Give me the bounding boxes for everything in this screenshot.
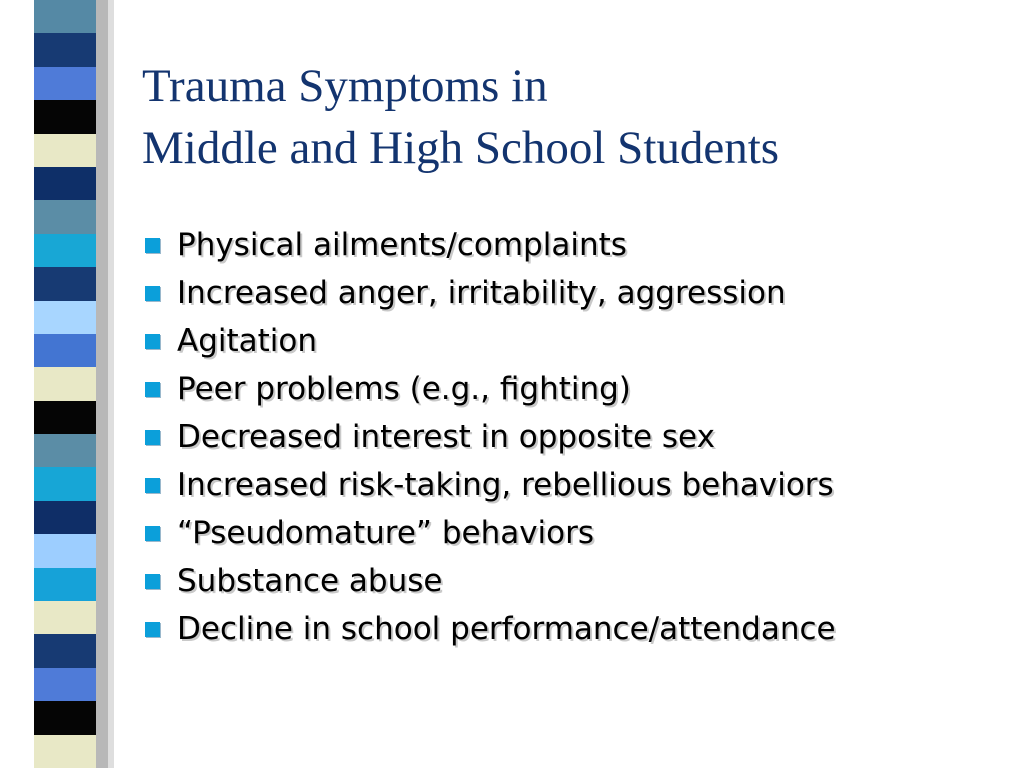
square-bullet-icon (145, 574, 160, 589)
symptom-bullet-list (143, 221, 993, 653)
bullet-text: Physical ailments/complaints (177, 227, 627, 263)
slide-title-line: Trauma Symptoms in (142, 60, 548, 112)
bullet-item (143, 461, 993, 509)
bullet-text: Increased risk-taking, rebellious behaviors (177, 467, 834, 503)
decorative-stripe (34, 200, 96, 233)
bullet-text: Decreased interest in opposite sex (177, 419, 715, 455)
decorative-stripe (34, 668, 96, 701)
bullet-item (143, 317, 993, 365)
bullet-item (143, 605, 993, 653)
decorative-stripe (34, 334, 96, 367)
square-bullet-icon (145, 238, 160, 253)
decorative-stripe (34, 634, 96, 667)
decorative-stripe (34, 67, 96, 100)
square-bullet-icon (145, 478, 160, 493)
bullet-item (143, 413, 993, 461)
decorative-stripe (34, 301, 96, 334)
decorative-stripe (34, 134, 96, 167)
bullet-item (143, 269, 993, 317)
slide-title-line: Middle and High School Students (142, 122, 780, 174)
decorative-stripe (34, 601, 96, 634)
square-bullet-icon (145, 286, 160, 301)
bullet-item (143, 509, 993, 557)
decorative-stripe (34, 534, 96, 567)
decorative-stripe (34, 501, 96, 534)
decorative-stripe (34, 434, 96, 467)
decorative-stripe (34, 367, 96, 400)
slide-title (142, 55, 982, 179)
decorative-stripe (34, 701, 96, 734)
decorative-stripe (34, 234, 96, 267)
decorative-stripe (34, 467, 96, 500)
bullet-item (143, 365, 993, 413)
bullet-item (143, 557, 993, 605)
bullet-text: Agitation (177, 323, 318, 359)
decorative-stripe (34, 0, 96, 33)
decorative-stripe (34, 33, 96, 66)
bullet-item (143, 221, 993, 269)
bullet-text: “Pseudomature” behaviors (177, 515, 595, 551)
decorative-stripe (34, 735, 96, 768)
bullet-text: Decline in school performance/attendance (177, 611, 836, 647)
square-bullet-icon (145, 622, 160, 637)
square-bullet-icon (145, 334, 160, 349)
decorative-stripe (34, 167, 96, 200)
bullet-text: Peer problems (e.g., fighting) (177, 371, 631, 407)
decorative-stripe (34, 100, 96, 133)
square-bullet-icon (145, 382, 160, 397)
square-bullet-icon (145, 526, 160, 541)
square-bullet-icon (145, 430, 160, 445)
decorative-stripe (34, 568, 96, 601)
decorative-stripe-column (34, 0, 96, 768)
decorative-stripe (34, 267, 96, 300)
bullet-text: Increased anger, irritability, aggression (177, 275, 786, 311)
decorative-stripe (34, 401, 96, 434)
bullet-text: Substance abuse (177, 563, 443, 599)
